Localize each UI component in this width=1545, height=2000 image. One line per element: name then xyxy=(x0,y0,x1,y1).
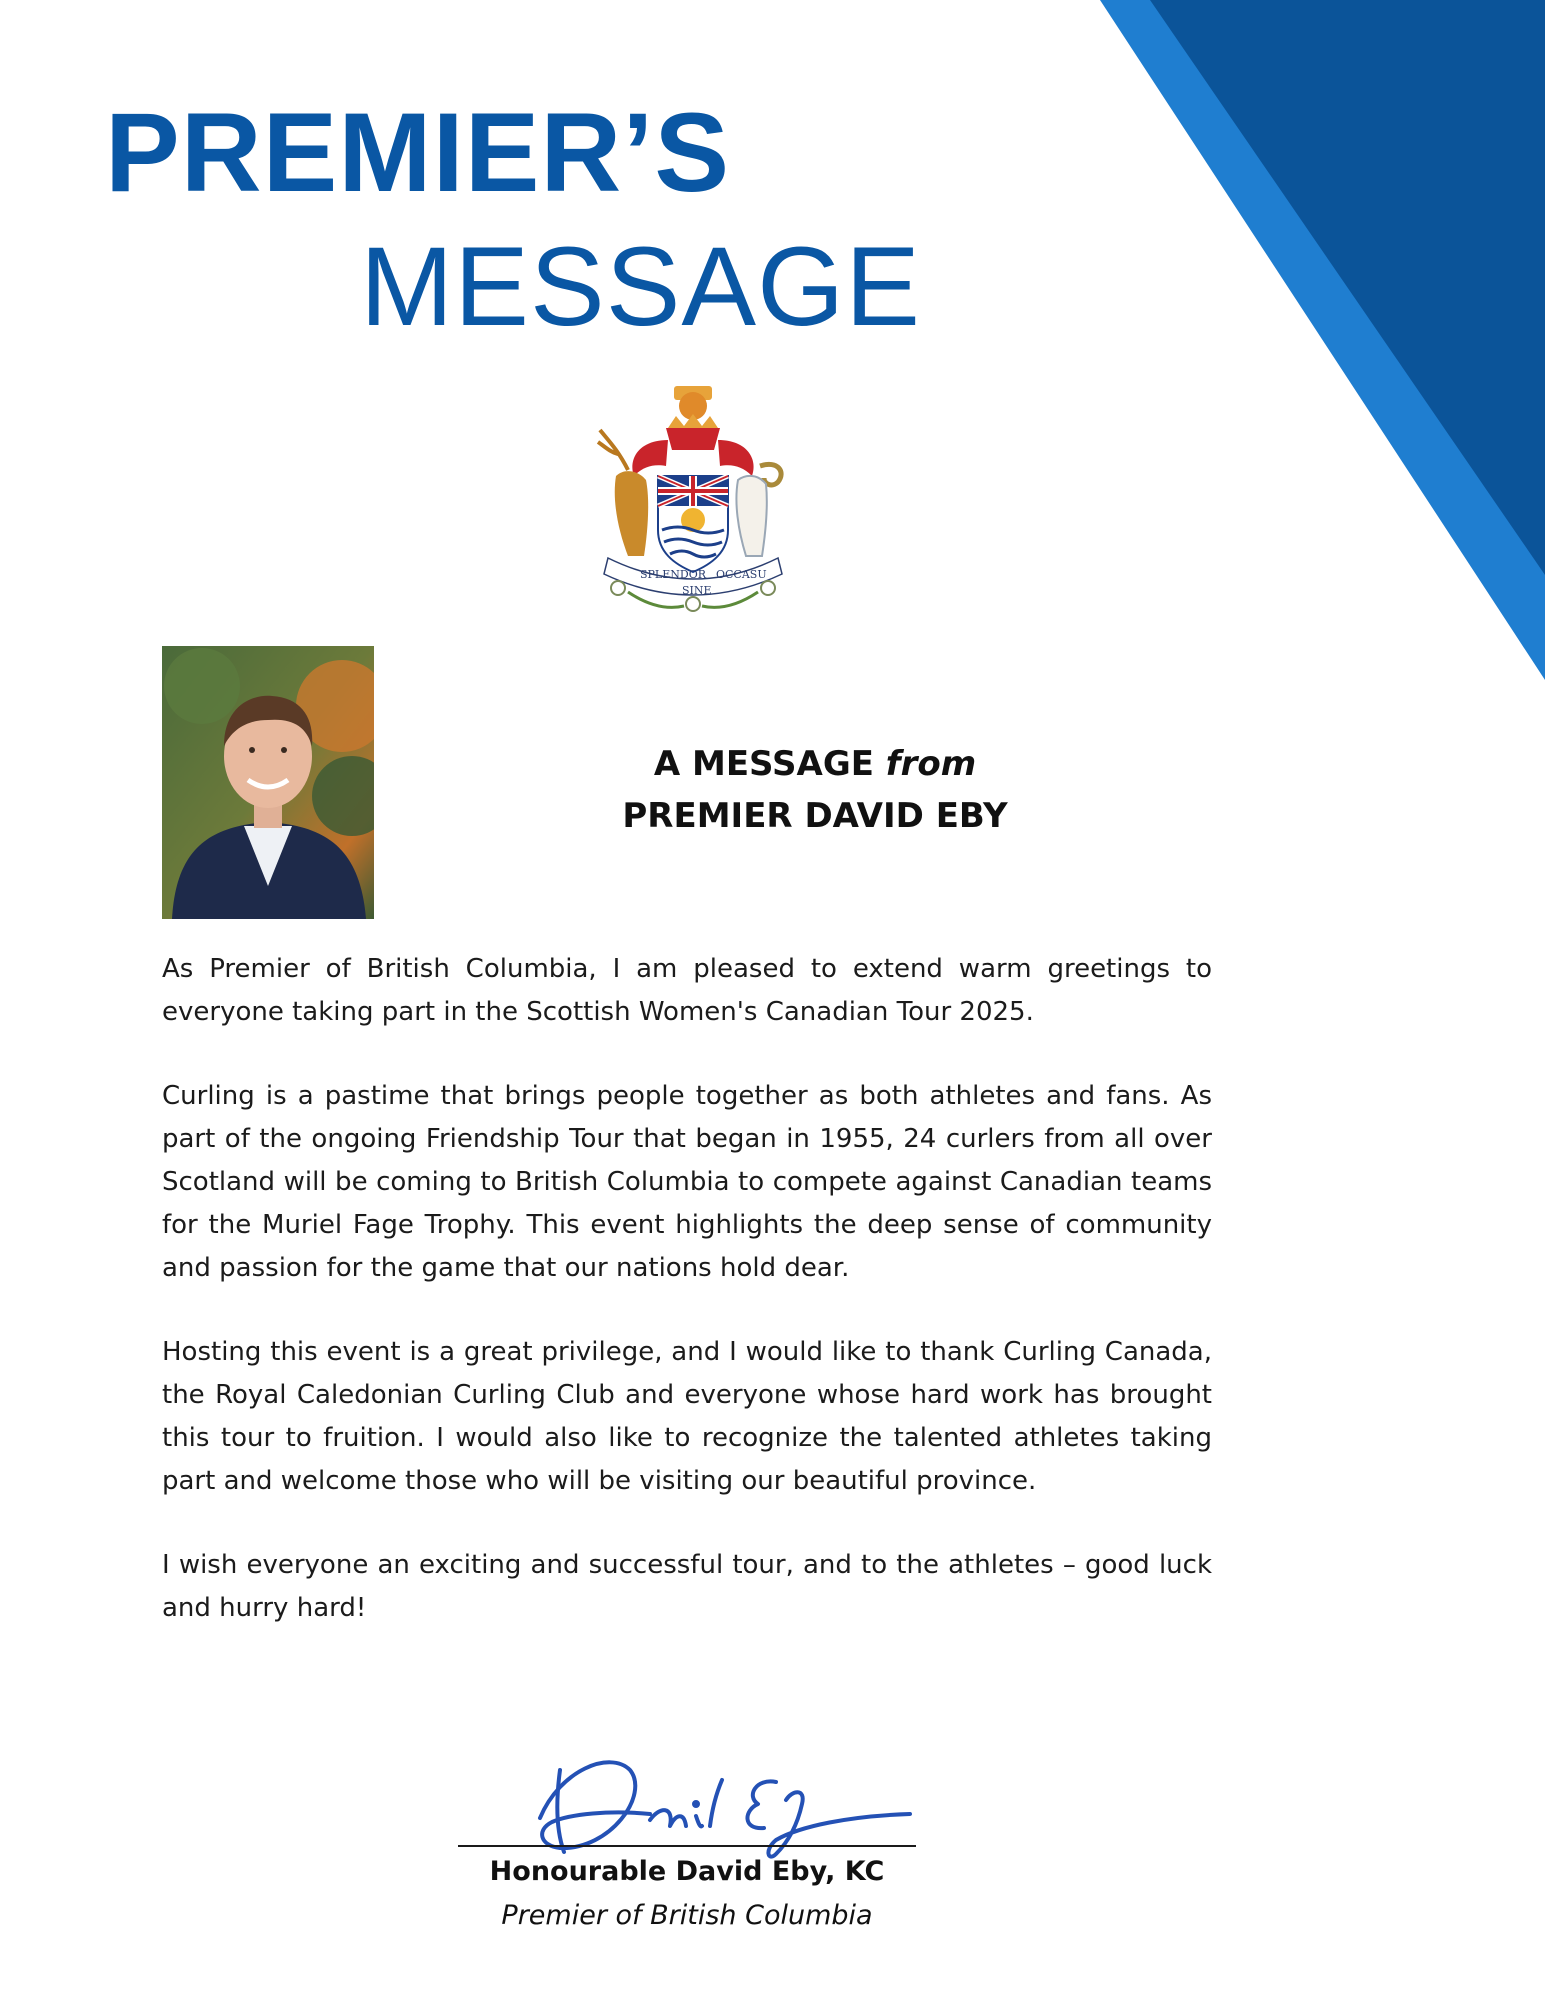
signature-line xyxy=(458,1845,916,1847)
motto-word: SPLENDOR xyxy=(640,568,707,581)
message-body xyxy=(162,948,1212,1671)
motto-word: OCCASU xyxy=(716,568,767,581)
signer-name: Honourable David Eby, KC xyxy=(489,1856,885,1887)
body-paragraph: Hosting this event is a great privilege, and I would like to thank Curling Canada, the Royal Caledonian Curling Club and everyone whose hard work has brought this tour to fruition. I would also like to recognize the talented athletes taking part and welcome those who will be visiting our beautiful province. xyxy=(162,1337,1212,1496)
heading-line2: PREMIER DAVID EBY xyxy=(622,796,1008,836)
portrait-photo xyxy=(162,646,374,919)
heading-prefix: A MESSAGE xyxy=(653,744,874,784)
heading-from: from xyxy=(885,744,977,784)
body-paragraph: I wish everyone an exciting and successful tour, and to the athletes – good luck and hurry hard! xyxy=(162,1550,1212,1623)
coat-of-arms-icon xyxy=(588,380,798,616)
title-message: MESSAGE xyxy=(360,224,921,349)
message-heading xyxy=(470,738,1160,842)
signer-title: Premier of British Columbia xyxy=(501,1900,873,1931)
body-paragraph: Curling is a pastime that brings people together as both athletes and fans. As part of the ongoing Friendship Tour that began in 1955, 24 curlers from all over Scotland will be coming to British Columbia to compete against Canadian teams for the Muriel Fage Trophy. This event highlights the deep sense of community and passion for the game that our nations hold dear. xyxy=(162,1081,1212,1283)
motto-word: SINE xyxy=(682,584,712,597)
heading-line1 xyxy=(470,738,1160,790)
title-premiers: PREMIER’S xyxy=(105,90,731,215)
body-paragraph: As Premier of British Columbia, I am pleased to extend warm greetings to everyone taking part in the Scottish Women's Canadian Tour 2025. xyxy=(162,954,1212,1027)
